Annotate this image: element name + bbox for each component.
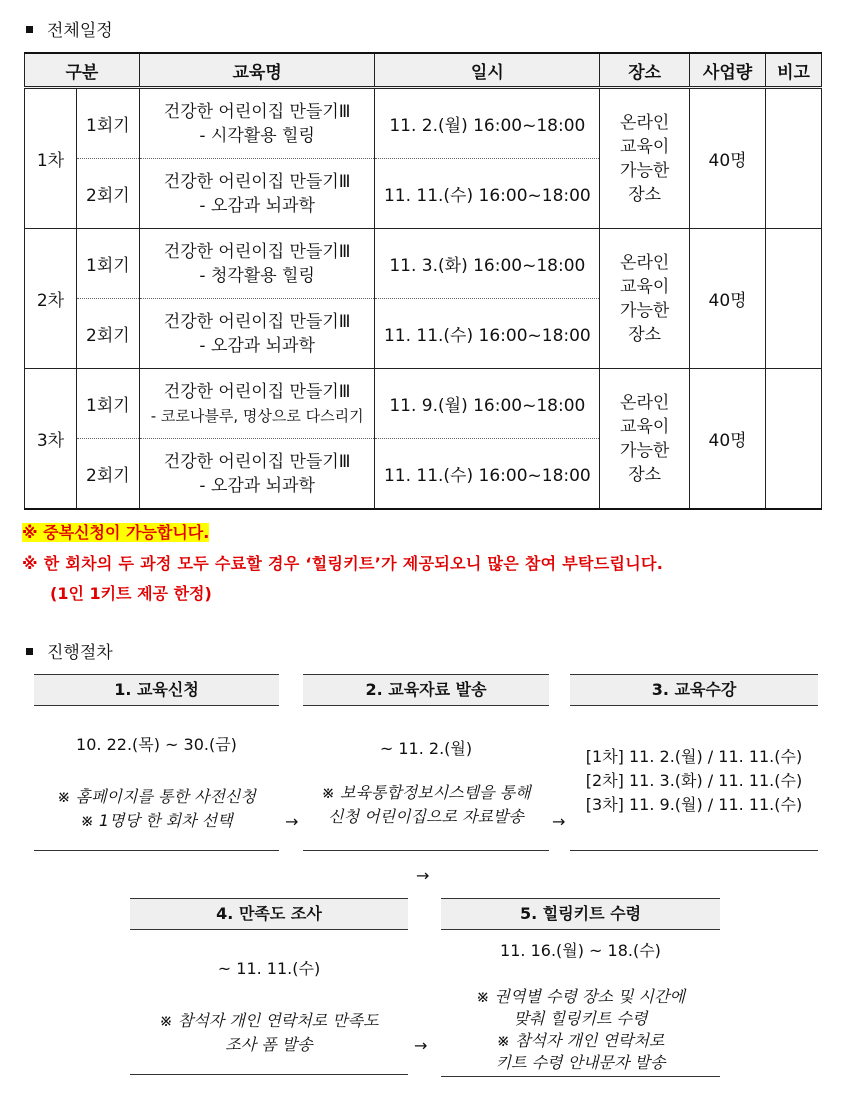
course-name: 건강한 어린이집 만들기Ⅲ - 청각활용 힐링: [139, 229, 375, 299]
remarks-cell: [766, 229, 822, 369]
step-survey: [130, 898, 408, 1076]
header-amount: 사업량: [690, 53, 766, 88]
section-title-text: 진행절차: [47, 643, 113, 663]
header-category: 구분: [25, 53, 140, 88]
step-note: ※ 보육통합정보시스템을 통해: [321, 783, 531, 802]
note-healing-kit: ※ 한 회차의 두 과정 모두 수료할 경우 ‘힐링키트’가 제공되오니 많은 참여 부탁드립니다.: [22, 554, 664, 573]
header-course: 교육명: [139, 53, 375, 88]
step-schedule-line: [1차] 11. 2.(월) / 11. 11.(수): [585, 747, 803, 766]
square-bullet-icon: [26, 648, 33, 655]
amount-cell: 40명: [690, 88, 766, 229]
step-date: 10. 22.(목) ~ 30.(금): [76, 735, 237, 754]
amount-cell: 40명: [690, 229, 766, 369]
divider: [441, 1076, 720, 1077]
divider: [570, 850, 818, 851]
course-name: 건강한 어린이집 만들기Ⅲ - 시각활용 힐링: [139, 88, 375, 159]
place-cell: 온라인 교육이 가능한 장소: [600, 369, 690, 510]
course-name: 건강한 어린이집 만들기Ⅲ - 오감과 뇌과학: [139, 159, 375, 229]
session-datetime: 11. 2.(월) 16:00~18:00: [375, 88, 600, 159]
session-label: 2회기: [76, 299, 139, 369]
step-schedule-line: [2차] 11. 3.(화) / 11. 11.(수): [585, 771, 803, 790]
session-datetime: 11. 11.(수) 16:00~18:00: [375, 439, 600, 510]
step-note: ※ 권역별 수령 장소 및 시간에: [476, 987, 685, 1006]
place-cell: 온라인 교육이 가능한 장소: [600, 229, 690, 369]
table-row: [25, 229, 822, 299]
step-healing-kit: [441, 898, 720, 1076]
step-note: ※ 참석자 개인 연락처로: [496, 1031, 665, 1050]
remarks-cell: [766, 369, 822, 510]
step-note: ※ 1명당 한 회차 선택: [80, 811, 233, 830]
course-name: 건강한 어린이집 만들기Ⅲ - 오감과 뇌과학: [139, 299, 375, 369]
section-title-text: 전체일정: [47, 21, 113, 41]
step-note: ※ 참석자 개인 연락처로 만족도: [159, 1011, 379, 1030]
table-row: [25, 369, 822, 439]
step-note: 신청 어린이집으로 자료발송: [328, 807, 524, 826]
session-datetime: 11. 3.(화) 16:00~18:00: [375, 229, 600, 299]
step-title: 2. 교육자료 발송: [303, 674, 549, 706]
section-schedule-title: [26, 16, 113, 41]
step-date: 11. 16.(월) ~ 18.(수): [500, 941, 661, 960]
session-label: 1회기: [76, 369, 139, 439]
divider: [130, 1074, 408, 1075]
session-label: 2회기: [76, 439, 139, 510]
session-label: 2회기: [76, 159, 139, 229]
group-label: 2차: [25, 229, 77, 369]
amount-cell: 40명: [690, 369, 766, 510]
arrow-right-icon: →: [552, 812, 566, 831]
arrow-right-icon: →: [414, 1036, 428, 1055]
arrow-right-icon: →: [285, 812, 299, 831]
divider: [303, 850, 549, 851]
session-label: 1회기: [76, 229, 139, 299]
session-datetime: 11. 11.(수) 16:00~18:00: [375, 159, 600, 229]
step-title: 4. 만족도 조사: [130, 898, 408, 930]
step-schedule-line: [3차] 11. 9.(월) / 11. 11.(수): [585, 795, 803, 814]
note-duplicate: ※ 중복신청이 가능합니다.: [22, 523, 210, 542]
step-apply: [34, 674, 279, 852]
step-note: 조사 폼 발송: [225, 1035, 313, 1054]
group-label: 1차: [25, 88, 77, 229]
step-material: [303, 674, 549, 852]
step-attend: [570, 674, 818, 852]
square-bullet-icon: [26, 26, 33, 33]
table-header-row: [25, 53, 822, 88]
note-limit: (1인 1키트 제공 한정): [50, 584, 212, 603]
step-title: 5. 힐링키트 수령: [441, 898, 720, 930]
arrow-right-icon: →: [416, 866, 430, 885]
step-note: 키트 수령 안내문자 발송: [495, 1053, 666, 1072]
session-label: 1회기: [76, 88, 139, 159]
course-name: 건강한 어린이집 만들기Ⅲ - 코로나블루, 명상으로 다스리기: [139, 369, 375, 439]
place-cell: 온라인 교육이 가능한 장소: [600, 88, 690, 229]
header-remarks: 비고: [766, 53, 822, 88]
step-title: 1. 교육신청: [34, 674, 279, 706]
session-datetime: 11. 11.(수) 16:00~18:00: [375, 299, 600, 369]
step-title: 3. 교육수강: [570, 674, 818, 706]
remarks-cell: [766, 88, 822, 229]
header-datetime: 일시: [375, 53, 600, 88]
divider: [34, 850, 279, 851]
group-label: 3차: [25, 369, 77, 510]
section-procedure-title: [26, 638, 113, 663]
course-name: 건강한 어린이집 만들기Ⅲ - 오감과 뇌과학: [139, 439, 375, 510]
schedule-table: [24, 52, 822, 510]
session-datetime: 11. 9.(월) 16:00~18:00: [375, 369, 600, 439]
step-date: ~ 11. 2.(월): [379, 739, 473, 758]
step-date: ~ 11. 11.(수): [217, 959, 321, 978]
header-place: 장소: [600, 53, 690, 88]
step-note: ※ 홈페이지를 통한 사전신청: [57, 787, 256, 806]
table-row: [25, 88, 822, 159]
step-note: 맞춰 힐링키트 수령: [513, 1009, 648, 1028]
